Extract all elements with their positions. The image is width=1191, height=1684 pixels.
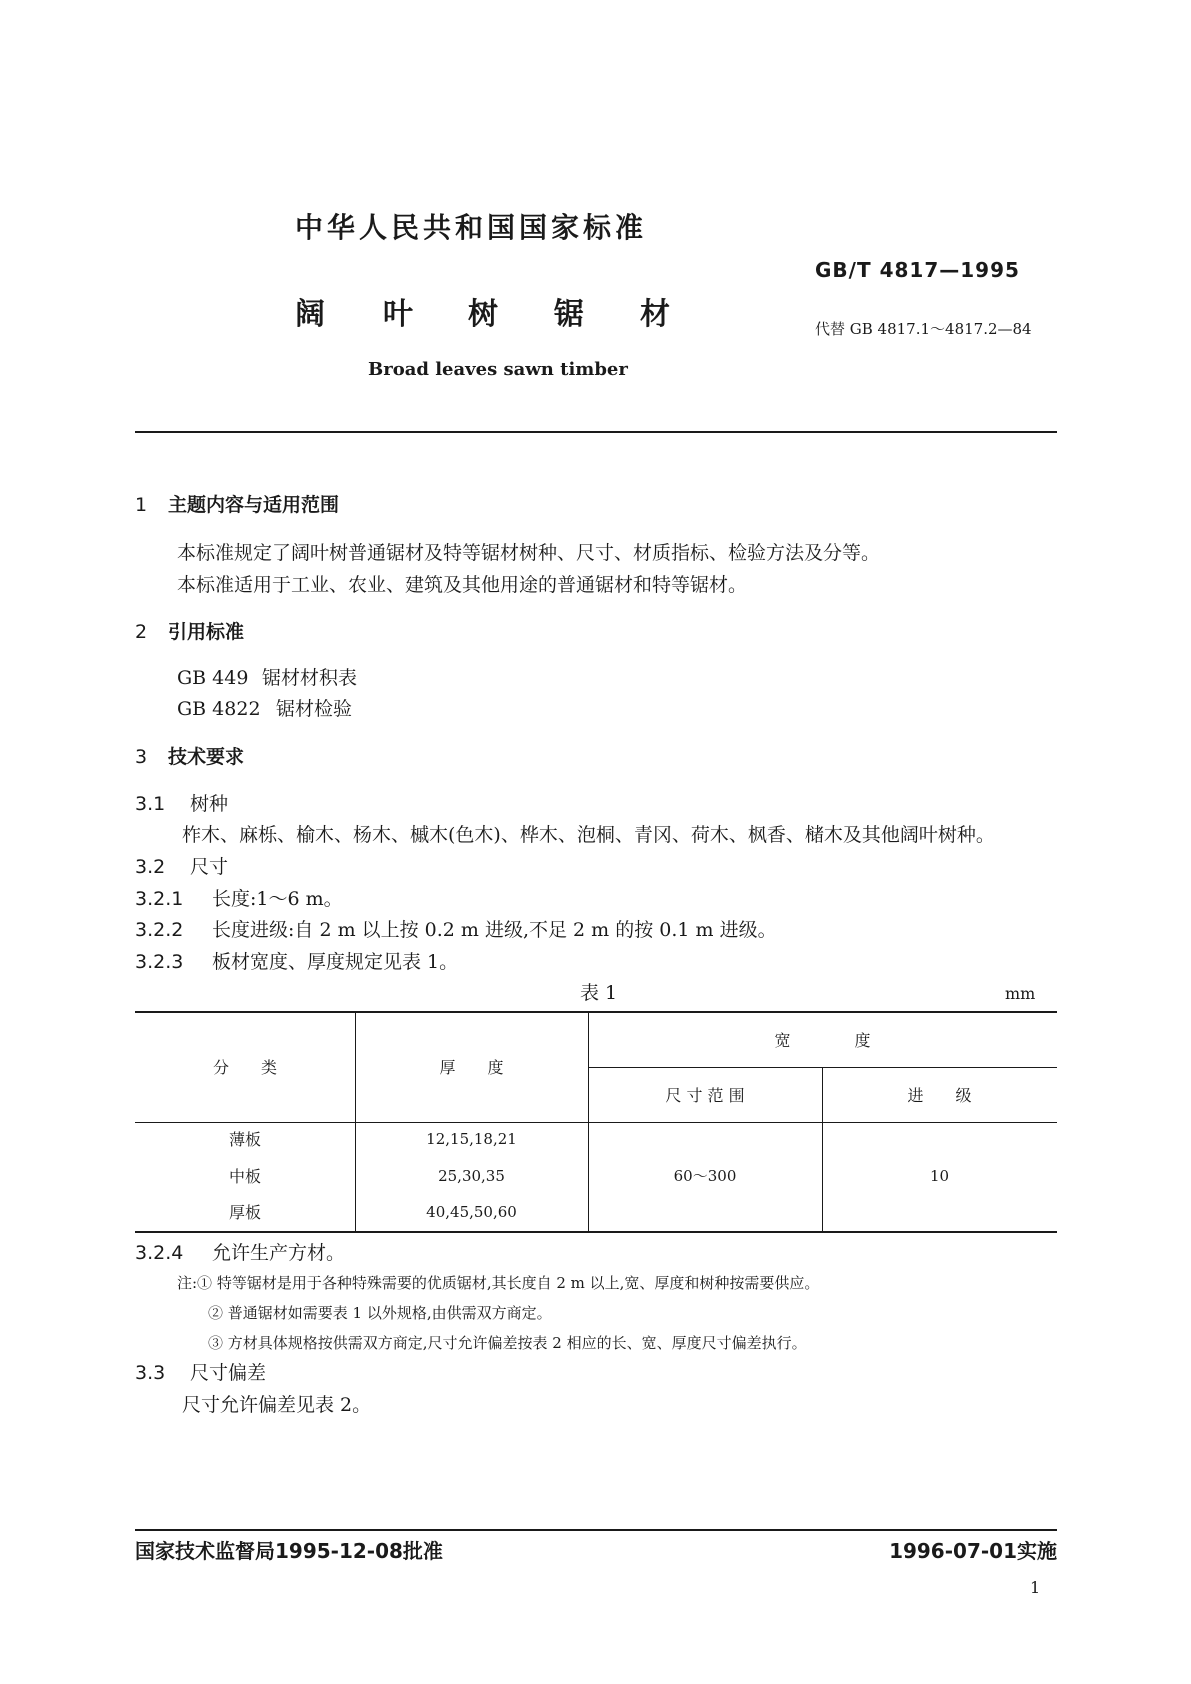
table-unit: mm — [1005, 984, 1036, 1003]
paragraph: 长度:1～6 m。 — [212, 888, 343, 910]
title-char: 叶 — [383, 297, 413, 332]
header-rule — [135, 431, 1057, 433]
section-number: 3.2.2 — [135, 919, 184, 941]
paragraph: 本标准规定了阔叶树普通锯材及特等锯材树种、尺寸、材质指标、检验方法及分等。 — [177, 542, 881, 564]
header-step: 进 级 — [907, 1086, 972, 1105]
section-number: 3.2.1 — [135, 888, 184, 910]
section-number: 3.2.4 — [135, 1242, 184, 1264]
section-number: 1 — [135, 494, 148, 516]
table-rule — [135, 1231, 1057, 1233]
note: ② 普通锯材如需要表 1 以外规格,由供需双方商定。 — [208, 1304, 552, 1322]
header-thickness: 厚 度 — [439, 1058, 504, 1077]
paragraph: 长度进级:自 2 m 以上按 0.2 m 进级,不足 2 m 的按 0.1 m 进级。 — [212, 919, 777, 941]
section-number: 3 — [135, 746, 148, 768]
section-title: 主题内容与适用范围 — [168, 494, 340, 516]
cell-category: 中板 — [228, 1167, 261, 1186]
paragraph: 尺寸允许偏差见表 2。 — [182, 1394, 372, 1416]
section-title: 引用标准 — [168, 621, 245, 643]
section-number: 3.1 — [135, 793, 166, 815]
standard-code: GB/T 4817—1995 — [815, 258, 1020, 282]
header-category: 分 类 — [212, 1058, 277, 1077]
section-number: 3.2.3 — [135, 951, 184, 973]
cell-range: 60～300 — [673, 1167, 737, 1185]
note: 注:① 特等锯材是用于各种特殊需要的优质锯材,其长度自 2 m 以上,宽、厚度和树种按需要供应。 — [177, 1274, 820, 1292]
section-title: 尺寸偏差 — [190, 1362, 267, 1384]
table-rule — [355, 1012, 356, 1232]
footer-rule — [135, 1529, 1057, 1531]
reference-code: GB 4822 — [177, 698, 261, 720]
cell-thickness: 25,30,35 — [438, 1167, 505, 1185]
national-standard-heading: 中华人民共和国国家标准 — [295, 211, 648, 244]
title-char: 材 — [640, 297, 670, 332]
title-char: 树 — [468, 297, 498, 332]
page-number: 1 — [1030, 1578, 1041, 1597]
note: ③ 方材具体规格按供需双方商定,尺寸允许偏差按表 2 相应的长、宽、厚度尺寸偏差执行。 — [208, 1334, 807, 1352]
reference-code: GB 449 — [177, 667, 249, 689]
header-width: 宽 度 — [774, 1031, 871, 1050]
section-number: 3.2 — [135, 856, 166, 878]
cell-thickness: 12,15,18,21 — [426, 1130, 517, 1148]
table-rule — [135, 1011, 1057, 1013]
title-en: Broad leaves sawn timber — [368, 359, 628, 380]
section-number: 2 — [135, 621, 148, 643]
section-title: 尺寸 — [190, 856, 229, 878]
cell-step: 10 — [929, 1167, 950, 1185]
cell-thickness: 40,45,50,60 — [426, 1203, 517, 1221]
title-char: 阔 — [295, 297, 325, 332]
table-caption: 表 1 — [580, 982, 618, 1004]
table-rule — [135, 1122, 1057, 1123]
section-number: 3.3 — [135, 1362, 166, 1384]
paragraph: 允许生产方材。 — [212, 1242, 346, 1264]
paragraph: 柞木、麻栎、榆木、杨木、槭木(色木)、桦木、泡桐、青冈、荷木、枫香、槠木及其他阔叶树种。 — [182, 824, 995, 846]
effective-date: 1996-07-01实施 — [889, 1539, 1057, 1563]
paragraph: 板材宽度、厚度规定见表 1。 — [212, 951, 459, 973]
section-title: 技术要求 — [168, 746, 245, 768]
replaces-note: 代替 GB 4817.1～4817.2—84 — [815, 320, 1032, 338]
paragraph: 本标准适用于工业、农业、建筑及其他用途的普通锯材和特等锯材。 — [177, 574, 748, 596]
reference-name: 锯材检验 — [276, 698, 353, 720]
cell-category: 薄板 — [228, 1130, 261, 1149]
header-range: 尺 寸 范 围 — [665, 1086, 745, 1105]
approval-date: 国家技术监督局1995-12-08批准 — [135, 1539, 443, 1563]
title-char: 锯 — [554, 297, 584, 332]
cell-category: 厚板 — [228, 1203, 261, 1222]
section-title: 树种 — [190, 793, 229, 815]
reference-name: 锯材材积表 — [262, 667, 358, 689]
